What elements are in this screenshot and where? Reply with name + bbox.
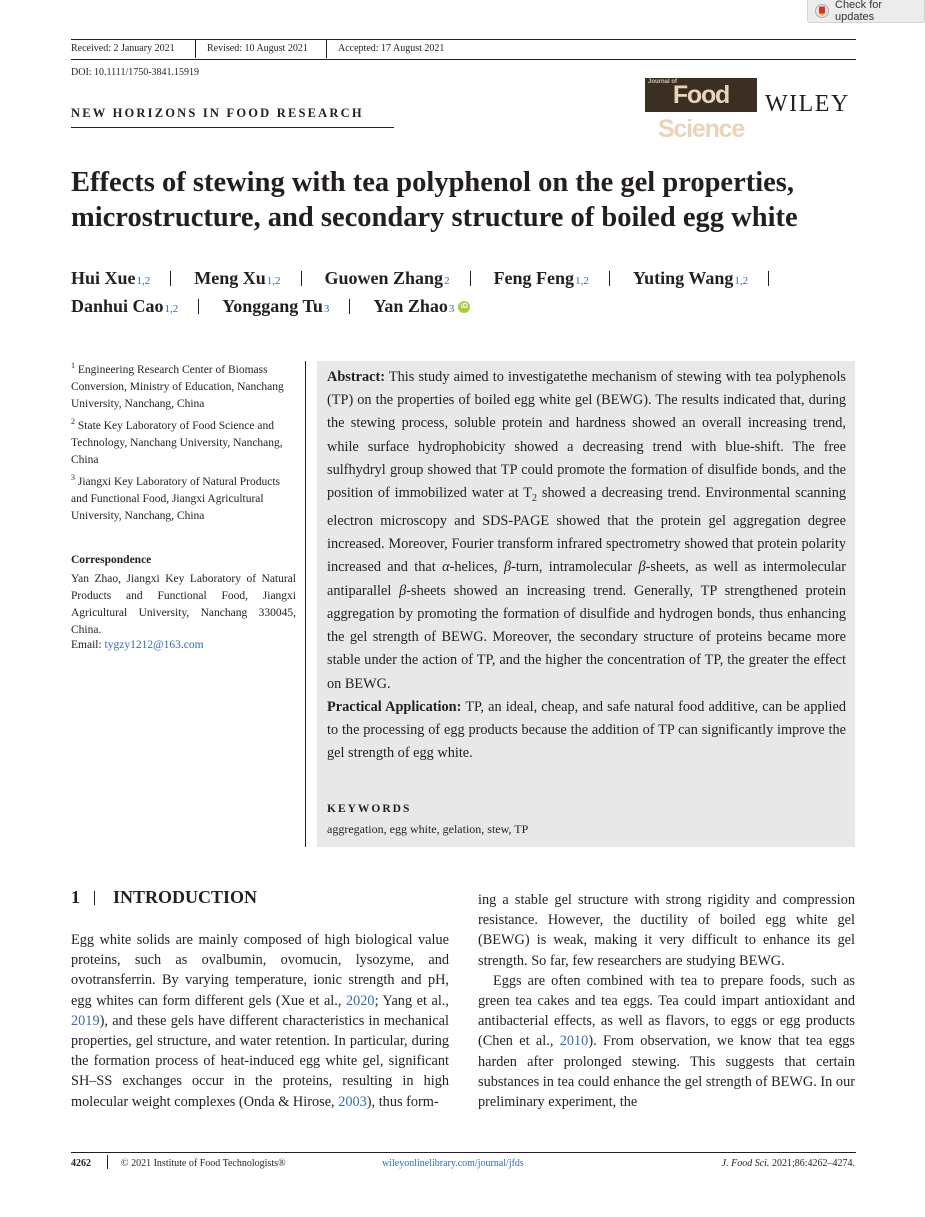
journal-logo	[645, 78, 757, 143]
keywords-heading: KEYWORDS	[327, 803, 412, 815]
citation-link[interactable]: 2019	[71, 1012, 100, 1029]
author[interactable]: Danhui Cao 1,2	[71, 296, 179, 316]
abstract-text: Abstract: This study aimed to investigatethe mechanism of stewing with tea polyphenols (TP) on the properties of boiled egg white gel (BEWG). The results indicated that, during the stewing process, soluble protein and hardness showed an overall increasing trend, while surface hydrophobicity showed a decreasing trend with blue-shift. The free sulfhydryl group showed that TP could promote the formation of disulfide bonds, and the position of immobilized water at $T_2$ showed a decreasing trend. Environmental scanning electron microscopy and SDS-PAGE showed that the protein gel aggregation degree increased. Moreover, Fourier transform infrared spectrometry showed that protein polarity increased and that α-helices, β-turn, intramolecular β-sheets, as well as intermolecular antiparallel β-sheets showed an increasing trend. Generally, TP strengthened protein aggregation by promoting the formation of disulfide and hydrogen bonds, thus enhancing the gel strength of BEWG. Moreover, the secondary structure of proteins became more stable under the action of TP, and the higher the concentration of TP, the greater the effect on BEWG. Practical Application: TP, an ideal, cheap, and safe natural food additive, can be applied to the processing of egg products because the addition of TP can significantly improve the gel strength of egg white.	[327, 369, 847, 762]
section-heading: 1 INTRODUCTION	[71, 887, 258, 907]
practical-application-text: TP, an ideal, cheap, and safe natural food additive, can be applied to the processing of egg products because the addition of TP can significantly improve the gel strength of egg white.	[327, 698, 846, 762]
correspondence-heading: Correspondence	[71, 554, 152, 566]
affiliation: $^1$ Engineering Research Center of Biomass Conversion, Ministry of Education, Nanchang University, Nanchang, China	[71, 361, 284, 410]
journal-logo-small: Journal of	[648, 79, 678, 85]
footer-separator	[107, 1155, 108, 1169]
check-for-updates-button[interactable]	[807, 0, 925, 23]
practical-application-label: Practical Application:	[327, 698, 462, 715]
series-rule	[71, 127, 394, 128]
keywords-text: aggregation, egg white, gelation, stew, TP	[327, 822, 529, 836]
author[interactable]: Feng Feng 1,2	[493, 268, 589, 288]
received-date: Received: 2 January 2021	[71, 43, 175, 54]
series-label: NEW HORIZONS IN FOOD RESEARCH	[71, 106, 364, 120]
correspondence-email: Email: tygzy1212@163.com	[71, 639, 204, 651]
header-bottom-rule	[71, 59, 856, 60]
author[interactable]: Yonggang Tu 3	[222, 296, 330, 316]
author[interactable]: Hui Xue 1,2	[71, 268, 151, 288]
revised-date: Revised: 10 August 2021	[207, 43, 308, 54]
sidebar-rule	[305, 361, 306, 847]
page-number: 4262	[71, 1158, 91, 1169]
copyright: © 2021 Institute of Food Technologists®	[121, 1158, 286, 1169]
article-title: Effects of stewing with tea polyphenol on the gel properties, microstructure, and secondary structure of boiled egg white	[71, 167, 798, 233]
body-column-left: Egg white solids are mainly composed of high biological value proteins, such as ovalbumin, ovomucin, lysozyme, and ovotransferrin. By varying temperature, ionic strength and pH, egg whites can form different gels (Xue et al., 2020; Yang et al., 2019), and these gels have different characteristics in mechanical properties, gel structure, and water retention. In particular, during the formation process of heat-induced egg white gel, significant SH–SS exchanges occur in the proteins, resulting in high molecular weight complexes (Onda & Hirose, 2003), thus form-	[71, 932, 449, 1110]
correspondence-text: Yan Zhao, Jiangxi Key Laboratory of Natural Products and Functional Food, Jiangxi Agricultural University, Nanchang 330045, China.	[71, 573, 296, 636]
journal-url-link[interactable]: wileyonlinelibrary.com/journal/jfds	[382, 1158, 524, 1169]
header-separator	[195, 40, 196, 58]
footer-rule	[71, 1152, 856, 1153]
header-top-rule	[71, 39, 856, 40]
citation-link[interactable]: 2020	[345, 992, 375, 1009]
author-separator	[609, 271, 610, 286]
citation-link[interactable]: 2010	[559, 1033, 589, 1050]
author[interactable]: Yan Zhao 3	[373, 296, 455, 316]
check-for-updates-label: Check for updates	[835, 0, 883, 23]
accepted-date: Accepted: 17 August 2021	[338, 43, 445, 54]
author-separator	[301, 271, 302, 286]
author-separator	[768, 271, 769, 286]
crossmark-icon	[815, 4, 829, 18]
affiliation: $^2$ State Key Laboratory of Food Science and Technology, Nanchang University, Nanchang, China	[71, 417, 283, 466]
citation-link[interactable]: 2003	[338, 1093, 367, 1110]
author[interactable]: Meng Xu 1,2	[194, 268, 281, 288]
journal-citation: J. Food Sci. 2021;86:4262–4274.	[721, 1158, 855, 1169]
author-separator	[198, 299, 199, 314]
author-separator	[170, 271, 171, 286]
author[interactable]: Guowen Zhang 2	[324, 268, 450, 288]
journal-logo-text: Food Science	[657, 81, 745, 143]
author-separator	[470, 271, 471, 286]
doi: DOI: 10.1111/1750-3841.15919	[71, 67, 200, 78]
author[interactable]: Yuting Wang 1,2	[632, 268, 749, 288]
email-link[interactable]: tygzy1212@163.com	[104, 639, 204, 651]
affiliation: $^3$ Jiangxi Key Laboratory of Natural Products and Functional Food, Jiangxi Agricultural University, Nanchang, China	[71, 473, 281, 522]
author-row-1	[71, 268, 792, 289]
body-column-right: ing a stable gel structure with strong rigidity and compression resistance. However, the ductility of boiled egg white gel (BEWG) is weak, making it very difficult to enhance its gel strength. So far, few researchers are studying BEWG. Eggs are often combined with tea to prepare foods, such as green tea cakes and tea eggs. Tea could impart antioxidant and antibacterial effects, as well as flavors, to eggs or egg products (Chen et al., 2010). From observation, we know that tea eggs harden after prolonged stewing. This suggests that certain substances in tea could enhance the gel strength of BEWG. In our preliminary experiment, the	[478, 892, 855, 1111]
header-separator	[326, 40, 327, 58]
publisher-logo: WILEY	[765, 91, 850, 117]
orcid-icon[interactable]: iD	[458, 301, 470, 313]
author-separator	[349, 299, 350, 314]
author-row-2	[71, 296, 470, 317]
